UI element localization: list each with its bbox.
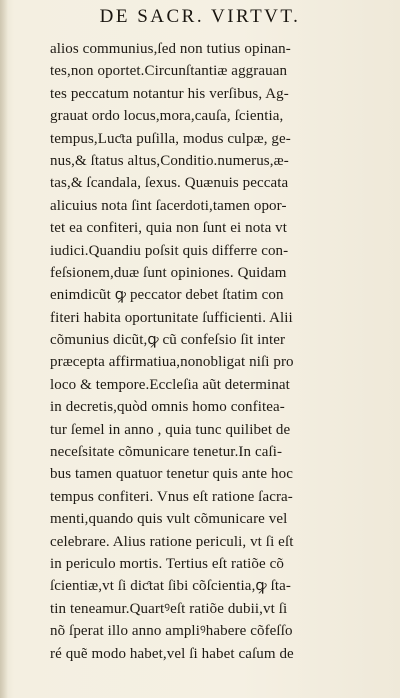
text-line: præcepta affirmatiua,nonobligat niſi pro bbox=[50, 354, 294, 371]
body-text bbox=[50, 38, 400, 665]
text-line: tempus confiteri. Vnus eſt ratione ſacra- bbox=[50, 488, 293, 505]
text-line: tet ea confiteri, quia non ſunt ei nota vt bbox=[50, 220, 288, 237]
text-line: ſcientiæ,vt ſi diƈtat ſibi cõſcientia,ꝙ ſta- bbox=[50, 578, 292, 595]
text-line: alicuius nota ſint ſacerdoti,tamen opor- bbox=[50, 197, 287, 214]
running-head: DE SACR. VIRTVT. bbox=[99, 6, 301, 27]
text-line: celebrare. Alius ratione periculi, vt ſi eſt bbox=[50, 533, 294, 550]
text-line: tas,& ſcandala, ſexus. Quænuis peccata bbox=[50, 175, 289, 192]
text-line: neceſsitate cõmunicare tenetur.In caſi- bbox=[50, 444, 283, 461]
page-gutter-shadow bbox=[0, 0, 8, 698]
text-line: grauat ordo locus,mora,cauſa, ſcientia, bbox=[50, 108, 284, 125]
text-line: tempus,Luƈta puſilla, modus culpæ, ge- bbox=[50, 130, 291, 147]
text-line: loco & tempore.Eccleſia aũt determinat bbox=[50, 376, 290, 393]
text-line: alios communius,ſed non tutius opinan- bbox=[50, 41, 291, 57]
text-line: enimdicũt ꝙ peccator debet ſtatim con bbox=[50, 287, 284, 304]
text-line: menti,quando quis vult cõmunicare vel bbox=[50, 511, 288, 528]
text-line: tin teneamur.Quartꝰeſt ratiõe dubii,vt ſi bbox=[50, 600, 288, 617]
text-line: feſsionem,duæ ſunt opiniones. Quidam bbox=[50, 264, 287, 281]
text-line: nus,& ſtatus altus,Conditio.numerus,æ- bbox=[50, 152, 289, 169]
text-line: tur ſemel in anno , quia tunc quilibet de bbox=[50, 421, 291, 438]
text-line: tes,non oportet.Circunſtantiæ aggrauan bbox=[50, 63, 288, 80]
text-line: in decretis,quòd omnis homo confitea- bbox=[50, 399, 285, 416]
text-line: tes peccatum notantur his verſibus, Ag- bbox=[50, 85, 289, 102]
text-line: fiteri habita oportunitate ſufficienti. Alii bbox=[50, 309, 293, 326]
text-line: bus tamen quatuor tenetur quis ante hoc bbox=[50, 466, 293, 483]
text-line: in periculo mortis. Tertius eſt ratiõe cõ bbox=[50, 555, 284, 572]
text-line: nõ ſperat illo anno ampliꝰhabere cõfeſſo bbox=[50, 623, 293, 640]
text-line: cõmunius dicũt,ꝙ cũ confeſsio ſit inter bbox=[50, 332, 286, 349]
text-line: ré quẽ modo habet,vel ſi habet caſum de bbox=[50, 645, 294, 662]
text-line: iudici.Quandiu poſsit quis differre con- bbox=[50, 242, 289, 259]
